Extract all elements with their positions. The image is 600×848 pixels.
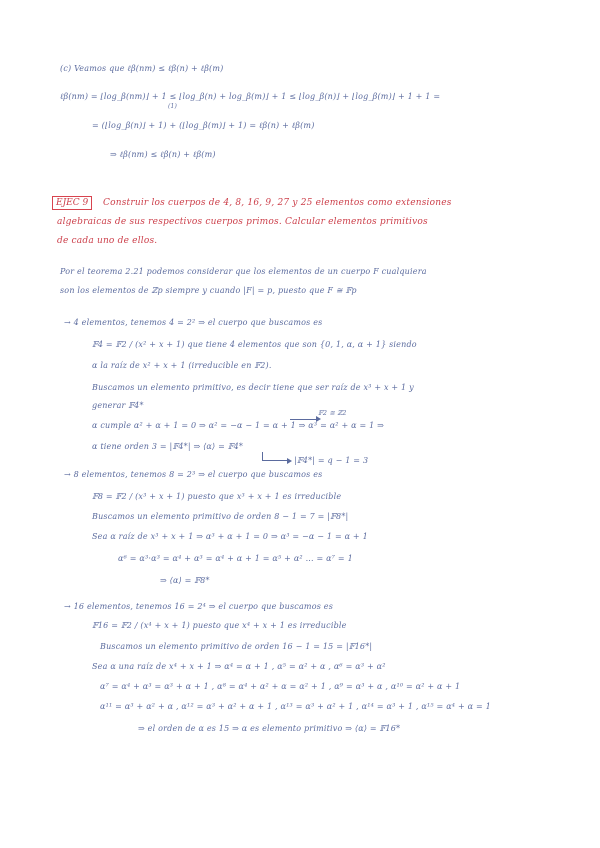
case8-line-6: ⇒ ⟨α⟩ = 𝔽8* [160, 576, 210, 585]
case8-line-2: 𝔽8 = 𝔽2 / (x³ + x + 1) puesto que x³ + x + 1 es irreducible [92, 492, 342, 501]
exercise-statement-line-2: algebraicas de sus respectivos cuerpos primos. Calcular elementos primitivos [57, 217, 428, 227]
part-c-heading: (c) Veamos que ℓβ(nm) ≤ ℓβ(n) + ℓβ(m) [60, 64, 224, 73]
case16-line-2: 𝔽16 = 𝔽2 / (x⁴ + x + 1) puesto que x⁴ + x + 1 es irreducible [92, 621, 347, 630]
part-c-equation-1: ℓβ(nm) = ⌊log_β(nm)⌋ + 1 ≤ ⌊log_β(n) + log_β(m)⌋ + 1 ≤ ⌊log_β(n)⌋ + ⌊log_β(m)⌋ + 1 + 1 = [60, 92, 441, 101]
part-c-equation-2: = (⌊log_β(n)⌋ + 1) + (⌊log_β(m)⌋ + 1) = ℓβ(n) + ℓβ(m) [92, 121, 315, 130]
exercise-label: EJEC 9 [52, 196, 92, 210]
case8-line-5: α⁶ = α³·α³ = α⁴ + α³ = α⁴ + α + 1 = α⁵ + α² ... = α⁷ = 1 [118, 554, 353, 563]
case16-line-4: Sea α una raíz de x⁴ + x + 1 ⇒ α⁴ = α + 1 , α⁵ = α² + α , α⁶ = α³ + α² [92, 662, 386, 671]
case16-line-1: → 16 elementos, tenemos 16 = 2⁴ ⇒ el cuerpo que buscamos es [64, 602, 334, 611]
case4-note-z2: 𝔽2 ≅ ℤ2 [318, 409, 347, 417]
case4-line-5: generar 𝔽4* [92, 401, 144, 410]
case16-line-5: α⁷ = α⁴ + α³ = α³ + α + 1 , α⁸ = α⁴ + α² + α = α² + 1 , α⁹ = α³ + α , α¹⁰ = α² + α + 1 [100, 682, 461, 691]
intro-line-2: son los elementos de ℤp siempre y cuando |F| = p, puesto que F ≅ 𝔽p [60, 286, 357, 295]
part-c-equation-3: ⇒ ℓβ(nm) ≤ ℓβ(n) + ℓβ(m) [110, 150, 216, 159]
case4-line-6: α cumple α² + α + 1 = 0 ⇒ α² = −α − 1 = α + 1 ⇒ α³ = α² + α = 1 ⇒ [92, 421, 385, 430]
case4-note-arrow [290, 419, 318, 420]
case4-order-arrow [262, 452, 289, 461]
case4-line-4: Buscamos un elemento primitivo, es decir tiene que ser raíz de x³ + x + 1 y [92, 383, 414, 392]
case4-line-2: 𝔽4 = 𝔽2 / (x² + x + 1) que tiene 4 elementos que son {0, 1, α, α + 1} siendo [92, 340, 417, 349]
case8-line-4: Sea α raíz de x³ + x + 1 ⇒ α³ + α + 1 = 0 ⇒ α³ = −α − 1 = α + 1 [92, 532, 368, 541]
case16-line-3: Buscamos un elemento primitivo de orden 16 − 1 = 15 = |𝔽16*| [100, 642, 373, 651]
case16-line-6: α¹¹ = α³ + α² + α , α¹² = α³ + α² + α + 1 , α¹³ = α³ + α² + 1 , α¹⁴ = α³ + 1 , α¹⁵ = α⁴ + α = 1 [100, 702, 491, 711]
case8-line-1: → 8 elementos, tenemos 8 = 2³ ⇒ el cuerpo que buscamos es [64, 470, 323, 479]
case4-line-3: α la raíz de x² + x + 1 (irreducible en 𝔽2). [92, 361, 272, 370]
case16-line-7: ⇒ el orden de α es 15 ⇒ α es elemento primitivo ⇒ ⟨α⟩ = 𝔽16* [138, 724, 401, 733]
case4-line-1: → 4 elementos, tenemos 4 = 2² ⇒ el cuerpo que buscamos es [64, 318, 323, 327]
case4-line-7: α tiene orden 3 = |𝔽4*| ⇒ ⟨α⟩ = 𝔽4* [92, 442, 244, 451]
part-c-equation-1-note: (1) [168, 103, 178, 110]
exercise-statement-line-3: de cada uno de ellos. [57, 236, 158, 246]
case4-note-order: |𝔽4*| = q − 1 = 3 [294, 456, 369, 465]
intro-line-1: Por el teorema 2.21 podemos considerar que los elementos de un cuerpo F cualquiera [60, 267, 427, 276]
exercise-statement-line-1: Construir los cuerpos de 4, 8, 16, 9, 27 y 25 elementos como extensiones [103, 198, 452, 208]
case8-line-3: Buscamos un elemento primitivo de orden 8 − 1 = 7 = |𝔽8*| [92, 512, 349, 521]
